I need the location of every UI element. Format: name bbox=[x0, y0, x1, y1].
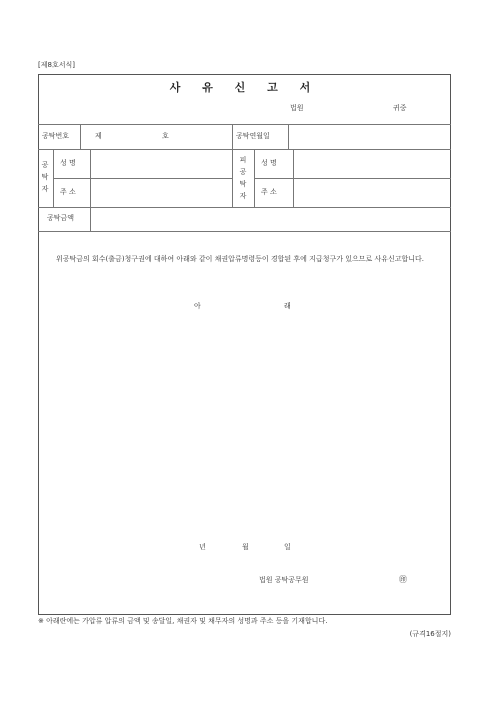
divider-line bbox=[38, 149, 451, 150]
divider-line bbox=[254, 178, 451, 179]
divider-line bbox=[53, 178, 232, 179]
depositor-name-label: 성 명 bbox=[60, 159, 76, 167]
depositee-name-label: 성 명 bbox=[261, 159, 277, 167]
seal-mark: ㊞ bbox=[399, 575, 407, 584]
depositee-address-label: 주 소 bbox=[261, 188, 277, 196]
form-number: [제8호서식] bbox=[38, 61, 75, 69]
date-year-label: 년 bbox=[199, 543, 206, 551]
divider-line bbox=[293, 149, 294, 207]
date-day-label: 일 bbox=[284, 543, 291, 551]
footnote: ※ 아래란에는 가압류 압류의 금액 및 송달일, 채권자 및 채무자의 성명과 주소 등을 기재합니다. bbox=[38, 617, 328, 625]
divider-line bbox=[38, 124, 451, 125]
deposit-date-label: 공탁연월일 bbox=[236, 132, 270, 140]
depositee-label: 피공탁자 bbox=[239, 156, 247, 200]
statement-text: 위공탁금의 회수(출금)청구권에 대하여 아래와 같이 채권압류명령등이 경합된 후에 지급청구가 있으므로 사유신고합니다. bbox=[56, 255, 425, 263]
divider-line bbox=[53, 149, 54, 207]
deposit-amount-label: 공탁금액 bbox=[47, 214, 75, 222]
court-label: 법원 bbox=[290, 104, 304, 112]
form-title: 사 유 신 고 서 bbox=[169, 81, 320, 94]
below-heading-a: 아 bbox=[194, 302, 201, 310]
divider-line bbox=[90, 149, 91, 207]
date-month-label: 월 bbox=[242, 543, 249, 551]
divider-line bbox=[254, 149, 255, 207]
deposit-number-prefix: 제 bbox=[95, 132, 102, 140]
divider-line bbox=[90, 207, 91, 231]
divider-line bbox=[288, 124, 289, 149]
rule-reference: (규격16절지) bbox=[409, 630, 451, 638]
deposit-number-suffix: 호 bbox=[162, 132, 169, 140]
depositor-address-label: 주 소 bbox=[60, 188, 76, 196]
depositor-label: 공탁자 bbox=[41, 161, 49, 193]
divider-line bbox=[232, 124, 233, 207]
divider-line bbox=[80, 124, 81, 149]
recipient-label: 귀중 bbox=[393, 104, 407, 112]
below-heading-rae: 래 bbox=[284, 302, 291, 310]
deposit-number-label: 공탁번호 bbox=[42, 132, 70, 140]
signature-label: 법원 공탁공무원 bbox=[259, 576, 309, 584]
divider-line bbox=[38, 207, 451, 208]
divider-line bbox=[38, 231, 451, 232]
